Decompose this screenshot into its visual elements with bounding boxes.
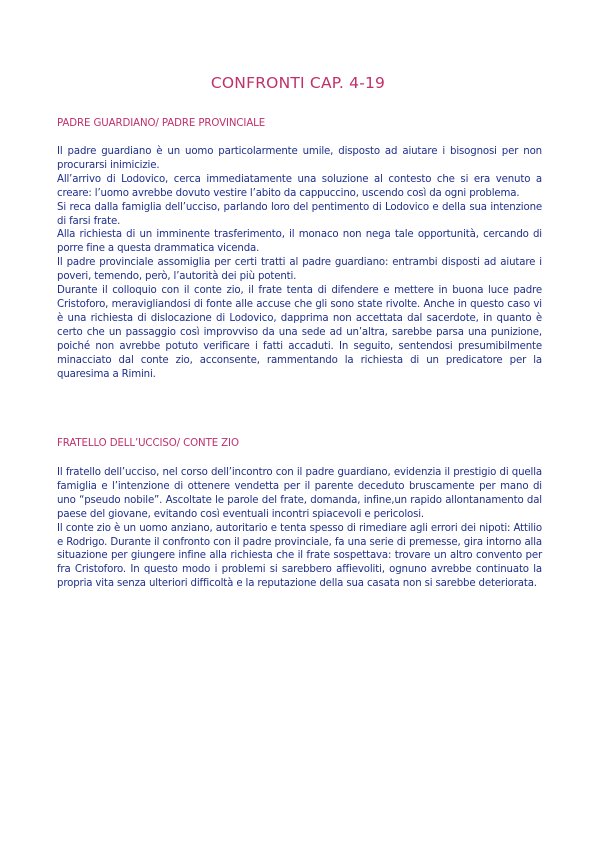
document-title: CONFRONTI CAP. 4-19	[210, 74, 386, 92]
section-heading-padre-guardiano: PADRE GUARDIANO/ PADRE PROVINCIALE	[57, 118, 266, 129]
paragraph: Il fratello dell’ucciso, nel corso dell’incontro con il padre guardiano, evidenzia il prestigio di quella famiglia e l’intenzione di ottenere vendetta per il parente deceduto bruscamente per mano di uno “pseudo nobile”. Ascoltate le parole del frate, domanda, infine,un rapido allontanamento dal paese del giovane, evitando così eventuali incontri spiacevoli e pericolosi.	[57, 467, 542, 520]
section-heading-fratello-ucciso: FRATELLO DELL’UCCISO/ CONTE ZIO	[57, 438, 239, 449]
paragraph: Il padre guardiano è un uomo particolarmente umile, disposto ad aiutare i bisognosi per non procurarsi inimicizie.	[57, 146, 542, 171]
paragraph: Il padre provinciale assomiglia per certi tratti al padre guardiano: entrambi disposti ad aiutare i poveri, temendo, però, l’autorità dei più potenti.	[57, 257, 542, 283]
paragraph: Durante il colloquio con il conte zio, il frate tenta di difendere e mettere in buona luce padre Cristoforo, meravigliandosi di fonte alle accuse che gli sono state rivolte. Anche in questo caso vi è una richiesta di dislocazione di Lodovico, dapprima non accettata dal sacerdote, in quanto è certo che un passaggio così improvviso da una sede ad un’altra, sarebbe parsa una punizione, poiché non avrebbe potuto verificare i fatti accaduti. In seguito, sentendosi presumibilmente minacciato dal conte zio, acconsente, rammentando la richiesta di un predicatore per la quaresima a Rimini.	[57, 285, 542, 380]
paragraph: Si reca dalla famiglia dell’ucciso, parlando loro del pentimento di Lodovico e della sua intenzione di farsi frate.	[57, 201, 542, 227]
paragraph: All’arrivo di Lodovico, cerca immediatamente una soluzione al contesto che si era venuto a creare: l’uomo avrebbe dovuto vestire l’abito da cappuccino, uscendo così da ogni problema.	[57, 173, 542, 199]
paragraph: Alla richiesta di un imminente trasferimento, il monaco non nega tale opportunità, cercando di porre fine a questa drammatica vicenda.	[57, 229, 542, 255]
section-body-fratello-ucciso	[57, 466, 542, 591]
paragraph: Il conte zio è un uomo anziano, autoritario e tenta spesso di rimediare agli errori dei nipoti: Attilio e Rodrigo. Durante il confronto con il padre provinciale, fa una serie di premesse, gira intorno alla situazione per giungere infine alla richiesta che il frate sospettava: trovare un altro convento per fra Cristoforo. In questo modo i problemi si sarebbero affievoliti, ognuno avrebbe continuato la propria vita senza ulteriori difficoltà e la reputazione della sua casata non si sarebbe deteriorata.	[57, 522, 542, 590]
section-body-padre-guardiano	[57, 145, 542, 381]
